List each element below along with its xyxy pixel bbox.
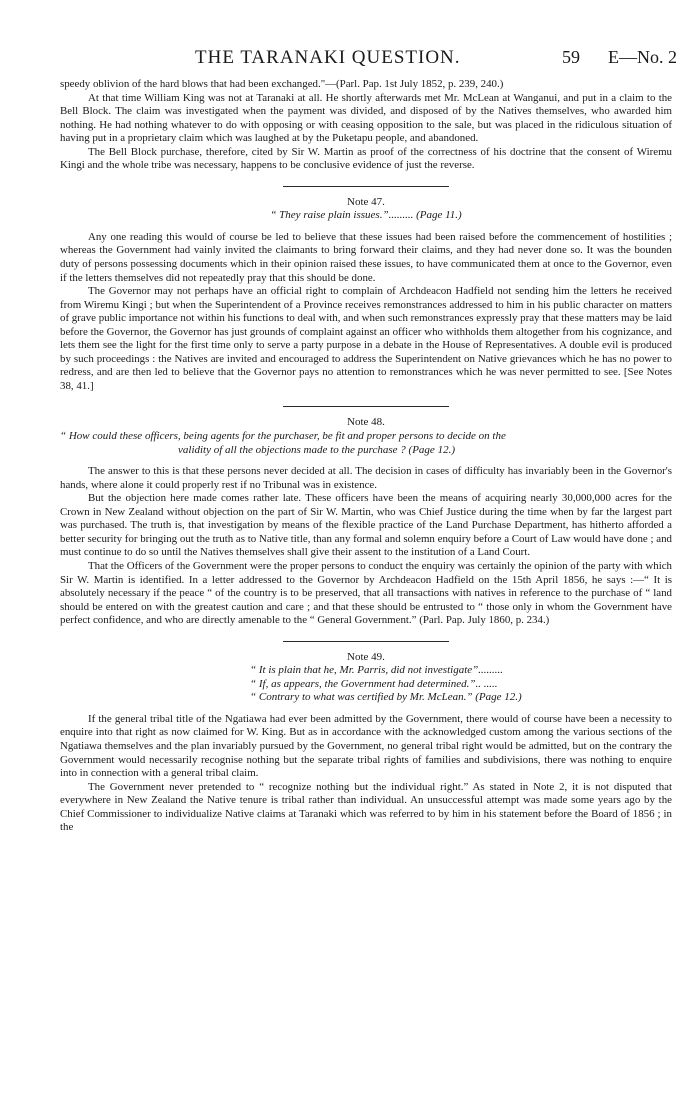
paper-reference: E—No. 2	[608, 47, 677, 67]
note-48-quote-line-1: “ How could these officers, being agents for the purchaser, be fit and proper persons to decide on the	[60, 430, 506, 443]
section-divider	[283, 186, 449, 187]
paragraph: The answer to this is that these persons never decided at all. The decision in cases of difficulty has invariably been in the Governor's hands, where alone it could properly rest if no Tribunal was in existence.	[60, 465, 672, 491]
note-48-quote-line-2: validity of all the objections made to the purchase ? (Page 12.)	[178, 443, 455, 456]
section-divider	[283, 641, 449, 642]
paragraph: Any one reading this would of course be led to believe that these issues had been raised before the commencement of hostilities ; whereas the Government had vainly invited the claimants to bring forward their claims, and they had never done so. It was the bounden duty of persons possessing documents which in their opinion raised these issues, to have communicated them at once to the Governor, even if the letters themselves did not repeatedly pray that this should be done.	[60, 230, 672, 284]
page-header	[0, 47, 700, 71]
note-49-quote-line-3: “ Contrary to what was certified by Mr. McLean.” (Page 12.)	[250, 691, 522, 704]
paragraph: The Governor may not perhaps have an official right to complain of Archdeacon Hadfield not sending him the letters he received from Wiremu Kingi ; but when the Superintendent of a Province receives remonstrances addressed to him in his public character on matters of grave public importance not within his functions to deal with, and when such remonstrances expressly pray that these matters may be laid before the Governor, the Governor has just grounds of complaint against an officer who withholds them altogether from his cognizance, and lets them see the light for the first time only to serve a party purpose in a debate in the House of Representatives. A double evil is produced by such proceedings : the Natives are invited and encouraged to address the Superintendent on Native grievances which he has no power to redress, and are then led to believe that the Governor pays no attention to remonstrances which he was never permitted to see. [See Notes 38, 41.]	[60, 285, 672, 392]
paragraph: The Bell Block purchase, therefore, cited by Sir W. Martin as proof of the correctness of his doctrine that the consent of Wiremu Kingi and the whole tribe was necessary, happens to be conclusive evidence of just the reverse.	[60, 145, 672, 172]
note-48-heading: Note 48.	[347, 416, 385, 429]
paragraph: If the general tribal title of the Ngatiawa had ever been admitted by the Government, there would of course have been a necessity to enquire into that right as now claimed for W. King. But as in accordance with the acknowledged custom among the various sections of the Ngatiawa themselves and the plan invariably pursued by the Government, no general tribal right would be admitted, but on the contrary the Government would necessarily recognise nothing but the separate tribal rights of families and subdivisions, there was nothing to enquire into in connection with a general tribal claim.	[60, 712, 672, 780]
paragraph: But the objection here made comes rather late. These officers have been the means of acquiring nearly 30,000,000 acres for the Crown in New Zealand without objection on the part of Sir W. Martin, who was Chief Justice during the time when by far the largest part was purchased. The truth is, that investigation by means of the flexible practice of the Land Purchase Department, has hitherto afforded a better security for bringing out the truth as to Native title, than any formal and solemn enquiry before a Court of Law would have done ; and must continue to do so until the Natives themselves shall give their assent to the institution of a Land Court.	[60, 492, 672, 559]
paragraph: That the Officers of the Government were the proper persons to conduct the enquiry was certainly the opinion of the party with which Sir W. Martin is identified. In a letter addressed to the Governor by Archdeacon Hadfield on the 15th April 1856, he says :—“ It is absolutely necessary if the peace “ of the country is to be preserved, that all transactions with natives in reference to the purchase of “ land should be entered on with the greatest caution and care ; and that these should be entrusted to “ those only in whom the Government have perfect confidence, and who are directly amenable to the “ General Government.” (Parl. Pap. July 1860, p. 234.)	[60, 559, 672, 627]
note-47-heading: Note 47.	[347, 195, 385, 208]
note-49-heading: Note 49.	[347, 650, 385, 663]
paragraph: speedy oblivion of the hard blows that had been exchanged."—(Parl. Pap. 1st July 1852, p. 239, 240.)	[60, 78, 504, 90]
page-number: 59	[562, 47, 580, 67]
paragraph: The Government never pretended to “ recognize nothing but the individual right.” As stated in Note 2, it is not disputed that everywhere in New Zealand the Native tenure is tribal rather than individual. An unsuccessful attempt was made some years ago by the Chief Commissioner to individualize Native claims at Taranaki which was referred to by him in his statement before the Board of 1856 ; in the	[60, 780, 672, 834]
running-title: THE TARANAKI QUESTION.	[195, 47, 461, 68]
note-49-quote-line-1: “ It is plain that he, Mr. Parris, did not investigate”.........	[250, 664, 504, 677]
paragraph: At that time William King was not at Taranaki at all. He shortly afterwards met Mr. McLean at Wanganui, and put in a claim to the Bell Block. The claim was investigated when the payment was divided, and disposed of by the Natives themselves, who awarded him nothing. He had nothing whatever to do with opposing or with ceasing opposition to the sale, but was placed in the ridiculous situation of having put in a proprietary claim which was laughed at by the Puketapu people, and abandoned.	[60, 91, 672, 145]
document-body	[60, 78, 672, 835]
section-divider	[283, 406, 449, 407]
note-49-quote-line-2: “ If, as appears, the Government had determined.”.. .....	[250, 677, 498, 690]
note-47-quote: “ They raise plain issues.”......... (Page 11.)	[270, 209, 462, 222]
